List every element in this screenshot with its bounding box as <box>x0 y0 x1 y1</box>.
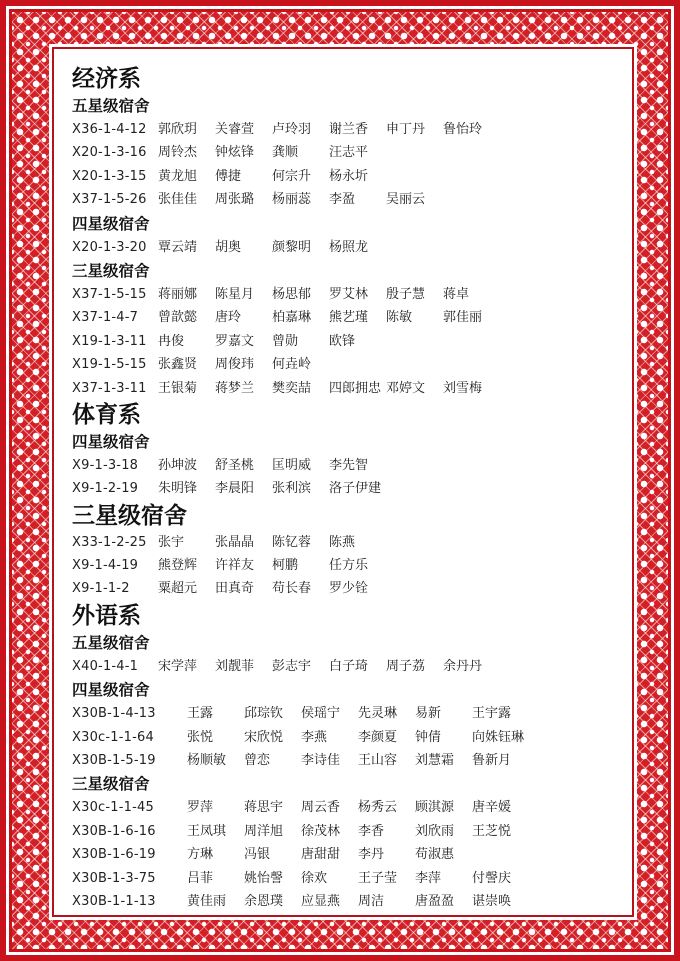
dorm-code: X20-1-3-20 <box>72 239 147 255</box>
dorm-code: X30B-1-6-19 <box>72 847 156 863</box>
resident-name: 申丁丹 <box>386 122 426 137</box>
dorm-row <box>72 655 620 678</box>
resident-name: 李燕 <box>301 729 328 745</box>
level-heading: 四星级宿舍 <box>72 681 150 700</box>
dorm-code: X19-1-5-15 <box>72 357 147 373</box>
resident-name: 周子荔 <box>386 658 426 674</box>
resident-name: 罗嘉文 <box>215 333 255 349</box>
dorm-row <box>72 867 620 890</box>
resident-name: 张鑫贤 <box>158 357 198 373</box>
resident-name: 王露 <box>187 706 214 722</box>
resident-name: 罗萍 <box>187 800 214 816</box>
resident-name: 王芝悦 <box>472 823 512 839</box>
resident-name: 颜黎明 <box>272 239 312 255</box>
dorm-code: X30B-1-4-13 <box>72 706 156 722</box>
resident-name: 熊登辉 <box>158 558 198 574</box>
dorm-row <box>72 890 620 913</box>
resident-name: 蒋思宇 <box>244 800 284 816</box>
dorm-row <box>72 236 620 259</box>
resident-name: 苟长春 <box>272 581 312 597</box>
dorm-row <box>72 141 620 164</box>
resident-name: 蒋卓 <box>443 286 470 302</box>
resident-name: 陈敏 <box>386 310 413 326</box>
dorm-code: X30B-1-1-13 <box>72 893 156 909</box>
dorm-row <box>72 477 620 500</box>
resident-name: 白子琦 <box>329 658 369 674</box>
resident-name: 唐辛媛 <box>472 800 512 816</box>
resident-name: 龚顺 <box>272 145 299 161</box>
resident-name: 余丹丹 <box>443 658 483 674</box>
resident-name: 周洁 <box>358 893 385 909</box>
resident-name: 王宇露 <box>472 706 512 722</box>
resident-name: 周洋旭 <box>244 823 284 839</box>
resident-name: 曾恋 <box>244 753 271 769</box>
resident-name: 蒋梦兰 <box>215 380 255 396</box>
resident-name: 鲁怡玲 <box>443 122 483 137</box>
resident-name: 何宗升 <box>272 168 312 184</box>
resident-name: 刘欣雨 <box>415 823 455 839</box>
dorm-code: X9-1-1-2 <box>72 581 130 597</box>
resident-name: 四郎拥忠 <box>329 380 382 396</box>
department-heading: 外语系 <box>72 602 141 629</box>
dorm-row <box>72 749 620 772</box>
resident-name: 杨顺敏 <box>187 753 227 769</box>
dorm-row <box>72 554 620 577</box>
dorm-code: X40-1-4-1 <box>72 658 139 674</box>
resident-name: 任方乐 <box>329 558 369 574</box>
dorm-code: X19-1-3-11 <box>72 333 147 349</box>
dorm-row <box>72 726 620 749</box>
resident-name: 张利滨 <box>272 481 312 497</box>
resident-name: 姚怡謦 <box>244 870 284 886</box>
resident-name: 何垚岭 <box>272 357 312 373</box>
resident-name: 樊奕喆 <box>272 380 312 396</box>
level-heading: 五星级宿舍 <box>72 633 150 652</box>
resident-name: 李盈 <box>329 192 356 208</box>
resident-name: 王山容 <box>358 753 398 769</box>
dorm-row <box>72 283 620 306</box>
resident-name: 杨永圻 <box>329 168 369 184</box>
resident-name: 汪志平 <box>329 145 369 161</box>
resident-name: 王子莹 <box>358 870 398 886</box>
resident-name: 孙坤波 <box>158 457 198 473</box>
resident-name: 曾歆懿 <box>158 310 198 326</box>
dorm-code: X37-1-3-11 <box>72 380 147 396</box>
resident-name: 许祥友 <box>215 558 255 574</box>
dorm-code: X30B-1-3-75 <box>72 870 156 886</box>
resident-name: 舒圣桃 <box>215 457 255 473</box>
dorm-code: X20-1-3-16 <box>72 145 147 161</box>
resident-name: 李萍 <box>415 870 442 886</box>
resident-name: 应显燕 <box>301 893 341 909</box>
resident-name: 陈燕 <box>329 534 356 550</box>
resident-name: 宋学萍 <box>158 658 198 674</box>
dorm-row <box>72 165 620 188</box>
level-heading: 三星级宿舍 <box>72 261 150 280</box>
resident-name: 张晶晶 <box>215 534 255 550</box>
dorm-row <box>72 843 620 866</box>
level-heading: 五星级宿舍 <box>72 97 150 115</box>
resident-name: 罗艾林 <box>329 286 369 302</box>
resident-name: 刘靓菲 <box>215 658 255 674</box>
resident-name: 张佳佳 <box>158 192 198 208</box>
dorm-row <box>72 702 620 725</box>
resident-name: 殷子慧 <box>386 286 426 302</box>
dormitory-list <box>72 64 620 913</box>
level-heading: 四星级宿舍 <box>72 214 150 233</box>
resident-name: 邱琮钦 <box>244 706 284 722</box>
dorm-code: X9-1-2-19 <box>72 481 139 497</box>
resident-name: 朱明锋 <box>158 481 198 497</box>
dorm-code: X30B-1-5-19 <box>72 753 156 769</box>
dorm-row <box>72 353 620 376</box>
resident-name: 刘慧霜 <box>415 753 455 769</box>
resident-name: 唐甜甜 <box>301 847 341 863</box>
dorm-code: X20-1-3-15 <box>72 168 147 184</box>
resident-name: 鲁新月 <box>472 753 512 769</box>
resident-name: 李香 <box>358 823 385 839</box>
resident-name: 冉俊 <box>158 333 185 349</box>
resident-name: 郭欣玥 <box>158 122 198 137</box>
resident-name: 陈星月 <box>215 286 255 302</box>
resident-name: 曾勋 <box>272 333 299 349</box>
resident-name: 李先智 <box>329 457 369 473</box>
resident-name: 付謦庆 <box>472 870 512 886</box>
resident-name: 张宇 <box>158 534 185 550</box>
resident-name: 邓婷文 <box>386 380 426 396</box>
resident-name: 李丹 <box>358 847 385 863</box>
resident-name: 傅捷 <box>215 168 242 184</box>
resident-name: 侯瑶宁 <box>301 706 341 722</box>
dorm-code: X37-1-5-15 <box>72 286 147 302</box>
resident-name: 黄龙旭 <box>158 168 198 184</box>
resident-name: 周俊玮 <box>215 357 255 373</box>
resident-name: 谢兰香 <box>329 122 369 137</box>
resident-name: 宋欣悦 <box>244 729 284 745</box>
resident-name: 洛子伊建 <box>329 481 382 497</box>
resident-name: 杨丽蕊 <box>272 192 312 208</box>
dorm-row <box>72 118 620 141</box>
resident-name: 向姝钰琳 <box>472 729 525 745</box>
dorm-row <box>72 796 620 819</box>
level-heading: 四星级宿舍 <box>72 432 150 451</box>
resident-name: 李颜夏 <box>358 729 398 745</box>
resident-name: 周云香 <box>301 800 341 816</box>
dorm-row <box>72 454 620 477</box>
resident-name: 唐玲 <box>215 310 242 326</box>
resident-name: 苟淑惠 <box>415 847 455 863</box>
dorm-code: X30c-1-1-64 <box>72 729 154 745</box>
resident-name: 张悦 <box>187 729 214 745</box>
dorm-code: X9-1-3-18 <box>72 457 139 473</box>
department-heading: 体育系 <box>72 401 141 428</box>
resident-name: 方琳 <box>187 847 214 863</box>
resident-name: 覃云靖 <box>158 239 198 255</box>
level-heading: 三星级宿舍 <box>72 775 150 794</box>
dorm-row <box>72 306 620 329</box>
dorm-row <box>72 188 620 211</box>
resident-name: 钟倩 <box>415 729 442 745</box>
resident-name: 王银菊 <box>158 380 198 396</box>
resident-name: 杨思郁 <box>272 286 312 302</box>
dorm-code: X37-1-5-26 <box>72 192 147 208</box>
resident-name: 罗少铨 <box>329 581 369 597</box>
resident-name: 卢玲羽 <box>272 122 312 137</box>
resident-name: 易新 <box>415 706 442 722</box>
resident-name: 柏嘉琳 <box>272 310 312 326</box>
dorm-code: X33-1-2-25 <box>72 534 147 550</box>
level-heading: 三星级宿舍 <box>72 502 187 529</box>
resident-name: 关睿萱 <box>215 122 255 137</box>
resident-name: 周张璐 <box>215 192 255 208</box>
dorm-code: X37-1-4-7 <box>72 310 139 326</box>
resident-name: 匡明威 <box>272 457 312 473</box>
resident-name: 徐欢 <box>301 870 328 886</box>
resident-name: 李诗佳 <box>301 753 341 769</box>
resident-name: 顾淇源 <box>415 800 455 816</box>
resident-name: 唐盈盈 <box>415 893 455 909</box>
dorm-code: X30c-1-1-45 <box>72 800 154 816</box>
dorm-code: X30B-1-6-16 <box>72 823 156 839</box>
resident-name: 杨秀云 <box>358 800 398 816</box>
dorm-code: X9-1-4-19 <box>72 558 139 574</box>
resident-name: 熊艺瑾 <box>329 310 369 326</box>
resident-name: 谌崇唤 <box>472 893 512 909</box>
resident-name: 黄佳雨 <box>187 893 227 909</box>
resident-name: 李晨阳 <box>215 481 255 497</box>
resident-name: 蒋丽娜 <box>158 286 198 302</box>
resident-name: 胡奥 <box>215 239 242 255</box>
department-heading: 经济系 <box>72 66 141 92</box>
resident-name: 郭佳丽 <box>443 310 483 326</box>
resident-name: 王凤琪 <box>187 823 227 839</box>
resident-name: 钟炫锋 <box>215 145 255 161</box>
resident-name: 吕菲 <box>187 870 214 886</box>
resident-name: 陈钇蓉 <box>272 534 312 550</box>
dorm-row <box>72 531 620 554</box>
resident-name: 周铃杰 <box>158 145 198 161</box>
resident-name: 刘雪梅 <box>443 380 483 396</box>
resident-name: 彭志宇 <box>272 658 312 674</box>
resident-name: 杨照龙 <box>329 239 369 255</box>
resident-name: 田真奇 <box>215 581 255 597</box>
resident-name: 欧锋 <box>329 333 356 349</box>
resident-name: 冯银 <box>244 847 271 863</box>
dorm-row <box>72 820 620 843</box>
resident-name: 先灵琳 <box>358 706 398 722</box>
resident-name: 余恩璞 <box>244 893 284 909</box>
dorm-row <box>72 330 620 353</box>
dorm-row <box>72 377 620 400</box>
resident-name: 粟超元 <box>158 581 198 597</box>
resident-name: 徐茂林 <box>301 823 341 839</box>
resident-name: 柯鹏 <box>272 558 299 574</box>
dorm-row <box>72 577 620 600</box>
resident-name: 吴丽云 <box>386 192 426 208</box>
dorm-code: X36-1-4-12 <box>72 122 147 137</box>
